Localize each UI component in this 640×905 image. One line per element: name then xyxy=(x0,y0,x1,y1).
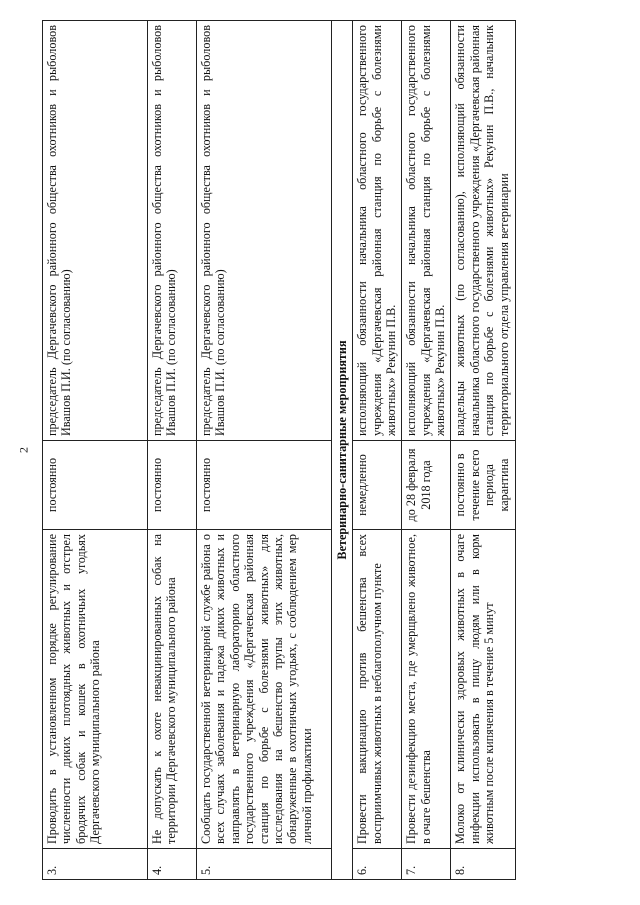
row-number: 4. xyxy=(148,849,197,880)
deadline: постоянно xyxy=(197,441,332,530)
page-number: 2 xyxy=(16,447,31,453)
measure-text: Не допускать к охоте невакцинированных собак на территории Дергачевского муниципального района xyxy=(148,530,197,849)
measure-text: Сообщать государственной ветеринарной службе района о всех случаях заболевания и падежа диких животных и направлять в ветеринарную лабораторию областного государственного учреждения «Дергачевская районная станция по борьбе с болезнями животных» для исследования на бешенство трупы этих животных, обнаруженные в охотничьих угодьях, с соблюдением мер личной профилактики xyxy=(197,530,332,849)
table-row xyxy=(451,21,516,880)
section-title: Ветеринарно-санитарные мероприятия xyxy=(332,21,353,880)
rotated-page-content xyxy=(42,20,602,880)
row-number: 7. xyxy=(402,849,451,880)
row-number: 6. xyxy=(353,849,402,880)
responsible: исполняющий обязанности начальника областного государственного учреждения «Дергачевская районная станция по борьбе с болезнями животных» Рекунин П.В. xyxy=(402,21,451,441)
deadline: постоянно в течение всего периода карантина xyxy=(451,441,516,530)
responsible: председатель Дергачевского районного общества охотников и рыболовов Ивашов П.И. (по согласованию) xyxy=(148,21,197,441)
table-row xyxy=(197,21,332,880)
table-row xyxy=(43,21,148,880)
deadline: до 28 февраля 2018 года xyxy=(402,441,451,530)
responsible: исполняющий обязанности начальника областного государственного учреждения «Дергачевская районная станция по борьбе с болезнями животных» Рекунин П.В. xyxy=(353,21,402,441)
responsible: владельцы животных (по согласованию), исполняющий обязанности начальника областного государственного учреждения «Дергачевская районная станция по борьбе с болезнями животных» Рекунин П.В., начальник территориального отдела управления ветеринарии xyxy=(451,21,516,441)
measure-text: Провести вакцинацию против бешенства всех восприимчивых животных в неблагополучном пункте xyxy=(353,530,402,849)
deadline: постоянно xyxy=(43,441,148,530)
row-number: 8. xyxy=(451,849,516,880)
deadline: постоянно xyxy=(148,441,197,530)
row-number: 3. xyxy=(43,849,148,880)
row-number: 5. xyxy=(197,849,332,880)
section-row xyxy=(332,21,353,880)
table-row xyxy=(148,21,197,880)
measure-text: Провести дезинфекцию места, где умерщвлено животное, в очаге бешенства xyxy=(402,530,451,849)
table-row xyxy=(353,21,402,880)
measure-text: Проводить в установленном порядке регулирование численности диких плотоядных животных и отстрел бродячих собак и кошек в охотничьих угодьях Дергачевского муниципального района xyxy=(43,530,148,849)
measures-table xyxy=(42,20,516,880)
responsible: председатель Дергачевского районного общества охотников и рыболовов Ивашов П.И. (по согласованию) xyxy=(197,21,332,441)
measure-text: Молоко от клинически здоровых животных в очаге инфекции использовать в пищу людям или в корм животным после кипячения в течение 5 минут xyxy=(451,530,516,849)
table-row xyxy=(402,21,451,880)
deadline: немедленно xyxy=(353,441,402,530)
responsible: председатель Дергачевского районного общества охотников и рыболовов Ивашов П.И. (по согласованию) xyxy=(43,21,148,441)
